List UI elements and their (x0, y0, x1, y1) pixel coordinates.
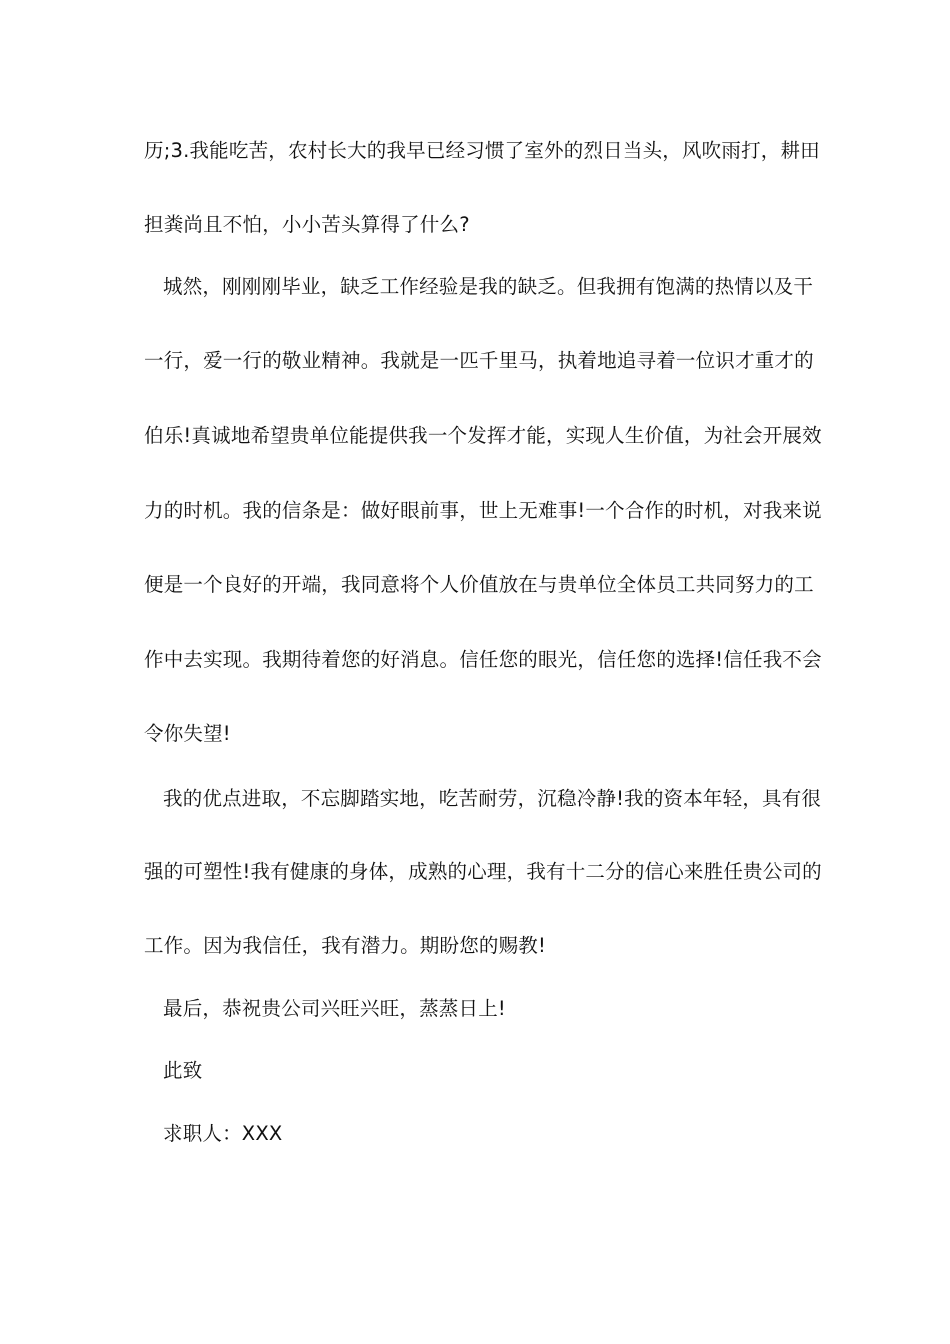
paragraph-3-line-3: 工作。因为我信任，我有潜力。期盼您的赐教! (144, 934, 547, 957)
paragraph-3-line-1: 我的优点进取，不忘脚踏实地，吃苦耐劳，沉稳冷静!我的资本年轻，具有很 (163, 787, 822, 810)
paragraph-2-line-4: 力的时机。我的信条是：做好眼前事，世上无难事!一个合作的时机，对我来说 (144, 499, 822, 522)
paragraph-3-line-2: 强的可塑性!我有健康的身体，成熟的心理，我有十二分的信心来胜任贵公司的 (144, 860, 822, 883)
signature: 求职人：XXX (163, 1122, 283, 1145)
paragraph-2-line-1: 城然，刚刚刚毕业，缺乏工作经验是我的缺乏。但我拥有饱满的热情以及干 (163, 275, 814, 298)
paragraph-2-line-7: 令你失望! (144, 722, 231, 745)
paragraph-2-line-5: 便是一个良好的开端，我同意将个人价值放在与贵单位全体员工共同努力的工 (144, 573, 814, 596)
paragraph-1-line-1: 历;3.我能吃苦，农村长大的我早已经习惯了室外的烈日当头，风吹雨打，耕田 (144, 139, 820, 162)
paragraph-2-line-3: 伯乐!真诚地希望贵单位能提供我一个发挥才能，实现人生价值，为社会开展效 (144, 424, 822, 447)
closing-wish: 最后，恭祝贵公司兴旺兴旺，蒸蒸日上! (163, 997, 506, 1020)
salutation: 此致 (163, 1059, 203, 1082)
paragraph-2-line-6: 作中去实现。我期待着您的好消息。信任您的眼光，信任您的选择!信任我不会 (144, 648, 822, 671)
paragraph-1-line-2: 担粪尚且不怕，小小苦头算得了什么? (144, 213, 470, 236)
paragraph-2-line-2: 一行，爱一行的敬业精神。我就是一匹千里马，执着地追寻着一位识才重才的 (144, 349, 814, 372)
